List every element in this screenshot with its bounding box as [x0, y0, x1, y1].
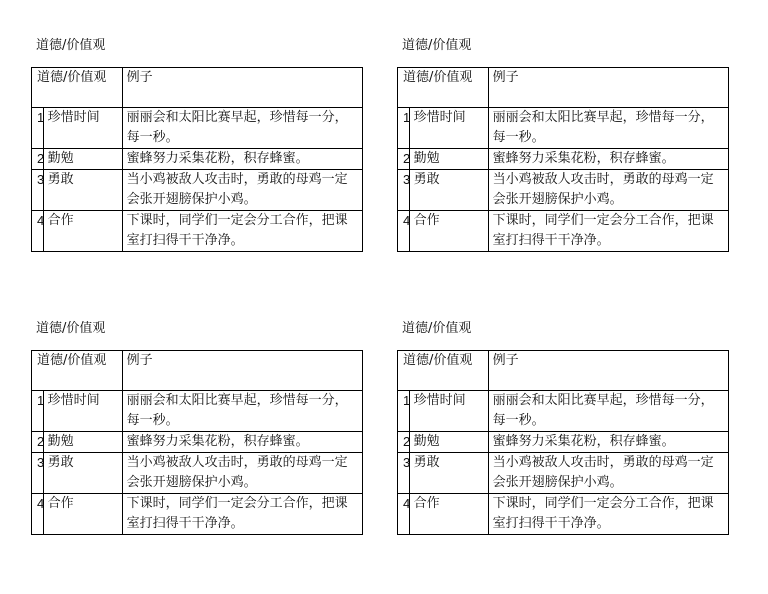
row-number: 4 — [398, 211, 410, 252]
row-value: 合作 — [43, 211, 122, 252]
table-row — [398, 211, 729, 252]
row-value: 珍惜时间 — [409, 391, 488, 432]
row-example: 丽丽会和太阳比赛早起，珍惜每一分，每一秒。 — [488, 391, 728, 432]
header-value: 道德/价值观 — [398, 351, 489, 391]
header-example: 例子 — [122, 68, 362, 108]
row-number: 1 — [398, 108, 410, 149]
row-value: 勇敢 — [409, 453, 488, 494]
row-example: 当小鸡被敌人攻击时，勇敢的母鸡一定会张开翅膀保护小鸡。 — [488, 453, 728, 494]
row-example: 丽丽会和太阳比赛早起，珍惜每一分，每一秒。 — [488, 108, 728, 149]
row-value: 珍惜时间 — [43, 108, 122, 149]
row-example: 蜜蜂努力采集花粉，积存蜂蜜。 — [488, 149, 728, 170]
row-example: 下课时，同学们一定会分工合作，把课室打扫得干干净净。 — [122, 211, 362, 252]
row-number: 3 — [32, 170, 44, 211]
row-number: 4 — [32, 211, 44, 252]
row-number: 2 — [398, 432, 410, 453]
row-number: 1 — [32, 108, 44, 149]
row-number: 4 — [32, 494, 44, 535]
table-row — [32, 108, 363, 149]
table-row — [398, 108, 729, 149]
table-header-row — [32, 68, 363, 108]
table-row — [32, 149, 363, 170]
table-row — [398, 494, 729, 535]
row-value: 勇敢 — [409, 170, 488, 211]
row-number: 1 — [32, 391, 44, 432]
row-example: 丽丽会和太阳比赛早起，珍惜每一分，每一秒。 — [122, 391, 362, 432]
header-value: 道德/价值观 — [32, 68, 123, 108]
row-number: 2 — [398, 149, 410, 170]
table-row — [398, 149, 729, 170]
table-row — [32, 211, 363, 252]
table-header-row — [32, 351, 363, 391]
values-table — [397, 67, 729, 252]
block-title: 道德/价值观 — [402, 38, 472, 53]
row-value: 勤勉 — [409, 149, 488, 170]
values-table — [31, 350, 363, 535]
table-row — [398, 432, 729, 453]
header-value: 道德/价值观 — [32, 351, 123, 391]
row-number: 2 — [32, 149, 44, 170]
header-example: 例子 — [488, 68, 728, 108]
row-number: 3 — [398, 170, 410, 211]
row-number: 1 — [398, 391, 410, 432]
row-number: 3 — [32, 453, 44, 494]
row-value: 勇敢 — [43, 453, 122, 494]
row-example: 下课时，同学们一定会分工合作，把课室打扫得干干净净。 — [488, 211, 728, 252]
table-header-row — [398, 68, 729, 108]
row-example: 下课时，同学们一定会分工合作，把课室打扫得干干净净。 — [488, 494, 728, 535]
header-example: 例子 — [122, 351, 362, 391]
values-table — [31, 67, 363, 252]
row-number: 4 — [398, 494, 410, 535]
block-title: 道德/价值观 — [36, 321, 106, 336]
table-row — [32, 391, 363, 432]
row-number: 2 — [32, 432, 44, 453]
table-row — [398, 170, 729, 211]
row-example: 蜜蜂努力采集花粉，积存蜂蜜。 — [122, 432, 362, 453]
block-title: 道德/价值观 — [36, 38, 106, 53]
header-example: 例子 — [488, 351, 728, 391]
block-title: 道德/价值观 — [402, 321, 472, 336]
table-row — [398, 453, 729, 494]
row-value: 勤勉 — [43, 149, 122, 170]
table-row — [32, 432, 363, 453]
row-value: 珍惜时间 — [43, 391, 122, 432]
row-example: 丽丽会和太阳比赛早起，珍惜每一分，每一秒。 — [122, 108, 362, 149]
row-example: 下课时，同学们一定会分工合作，把课室打扫得干干净净。 — [122, 494, 362, 535]
row-example: 蜜蜂努力采集花粉，积存蜂蜜。 — [488, 432, 728, 453]
row-value: 合作 — [409, 211, 488, 252]
header-value: 道德/价值观 — [398, 68, 489, 108]
values-table — [397, 350, 729, 535]
row-value: 珍惜时间 — [409, 108, 488, 149]
row-value: 勤勉 — [409, 432, 488, 453]
row-value: 合作 — [43, 494, 122, 535]
row-number: 3 — [398, 453, 410, 494]
row-example: 当小鸡被敌人攻击时，勇敢的母鸡一定会张开翅膀保护小鸡。 — [122, 170, 362, 211]
table-row — [398, 391, 729, 432]
row-example: 当小鸡被敌人攻击时，勇敢的母鸡一定会张开翅膀保护小鸡。 — [122, 453, 362, 494]
table-row — [32, 494, 363, 535]
row-value: 勤勉 — [43, 432, 122, 453]
table-row — [32, 170, 363, 211]
row-example: 当小鸡被敌人攻击时，勇敢的母鸡一定会张开翅膀保护小鸡。 — [488, 170, 728, 211]
row-value: 合作 — [409, 494, 488, 535]
table-header-row — [398, 351, 729, 391]
table-row — [32, 453, 363, 494]
row-example: 蜜蜂努力采集花粉，积存蜂蜜。 — [122, 149, 362, 170]
row-value: 勇敢 — [43, 170, 122, 211]
